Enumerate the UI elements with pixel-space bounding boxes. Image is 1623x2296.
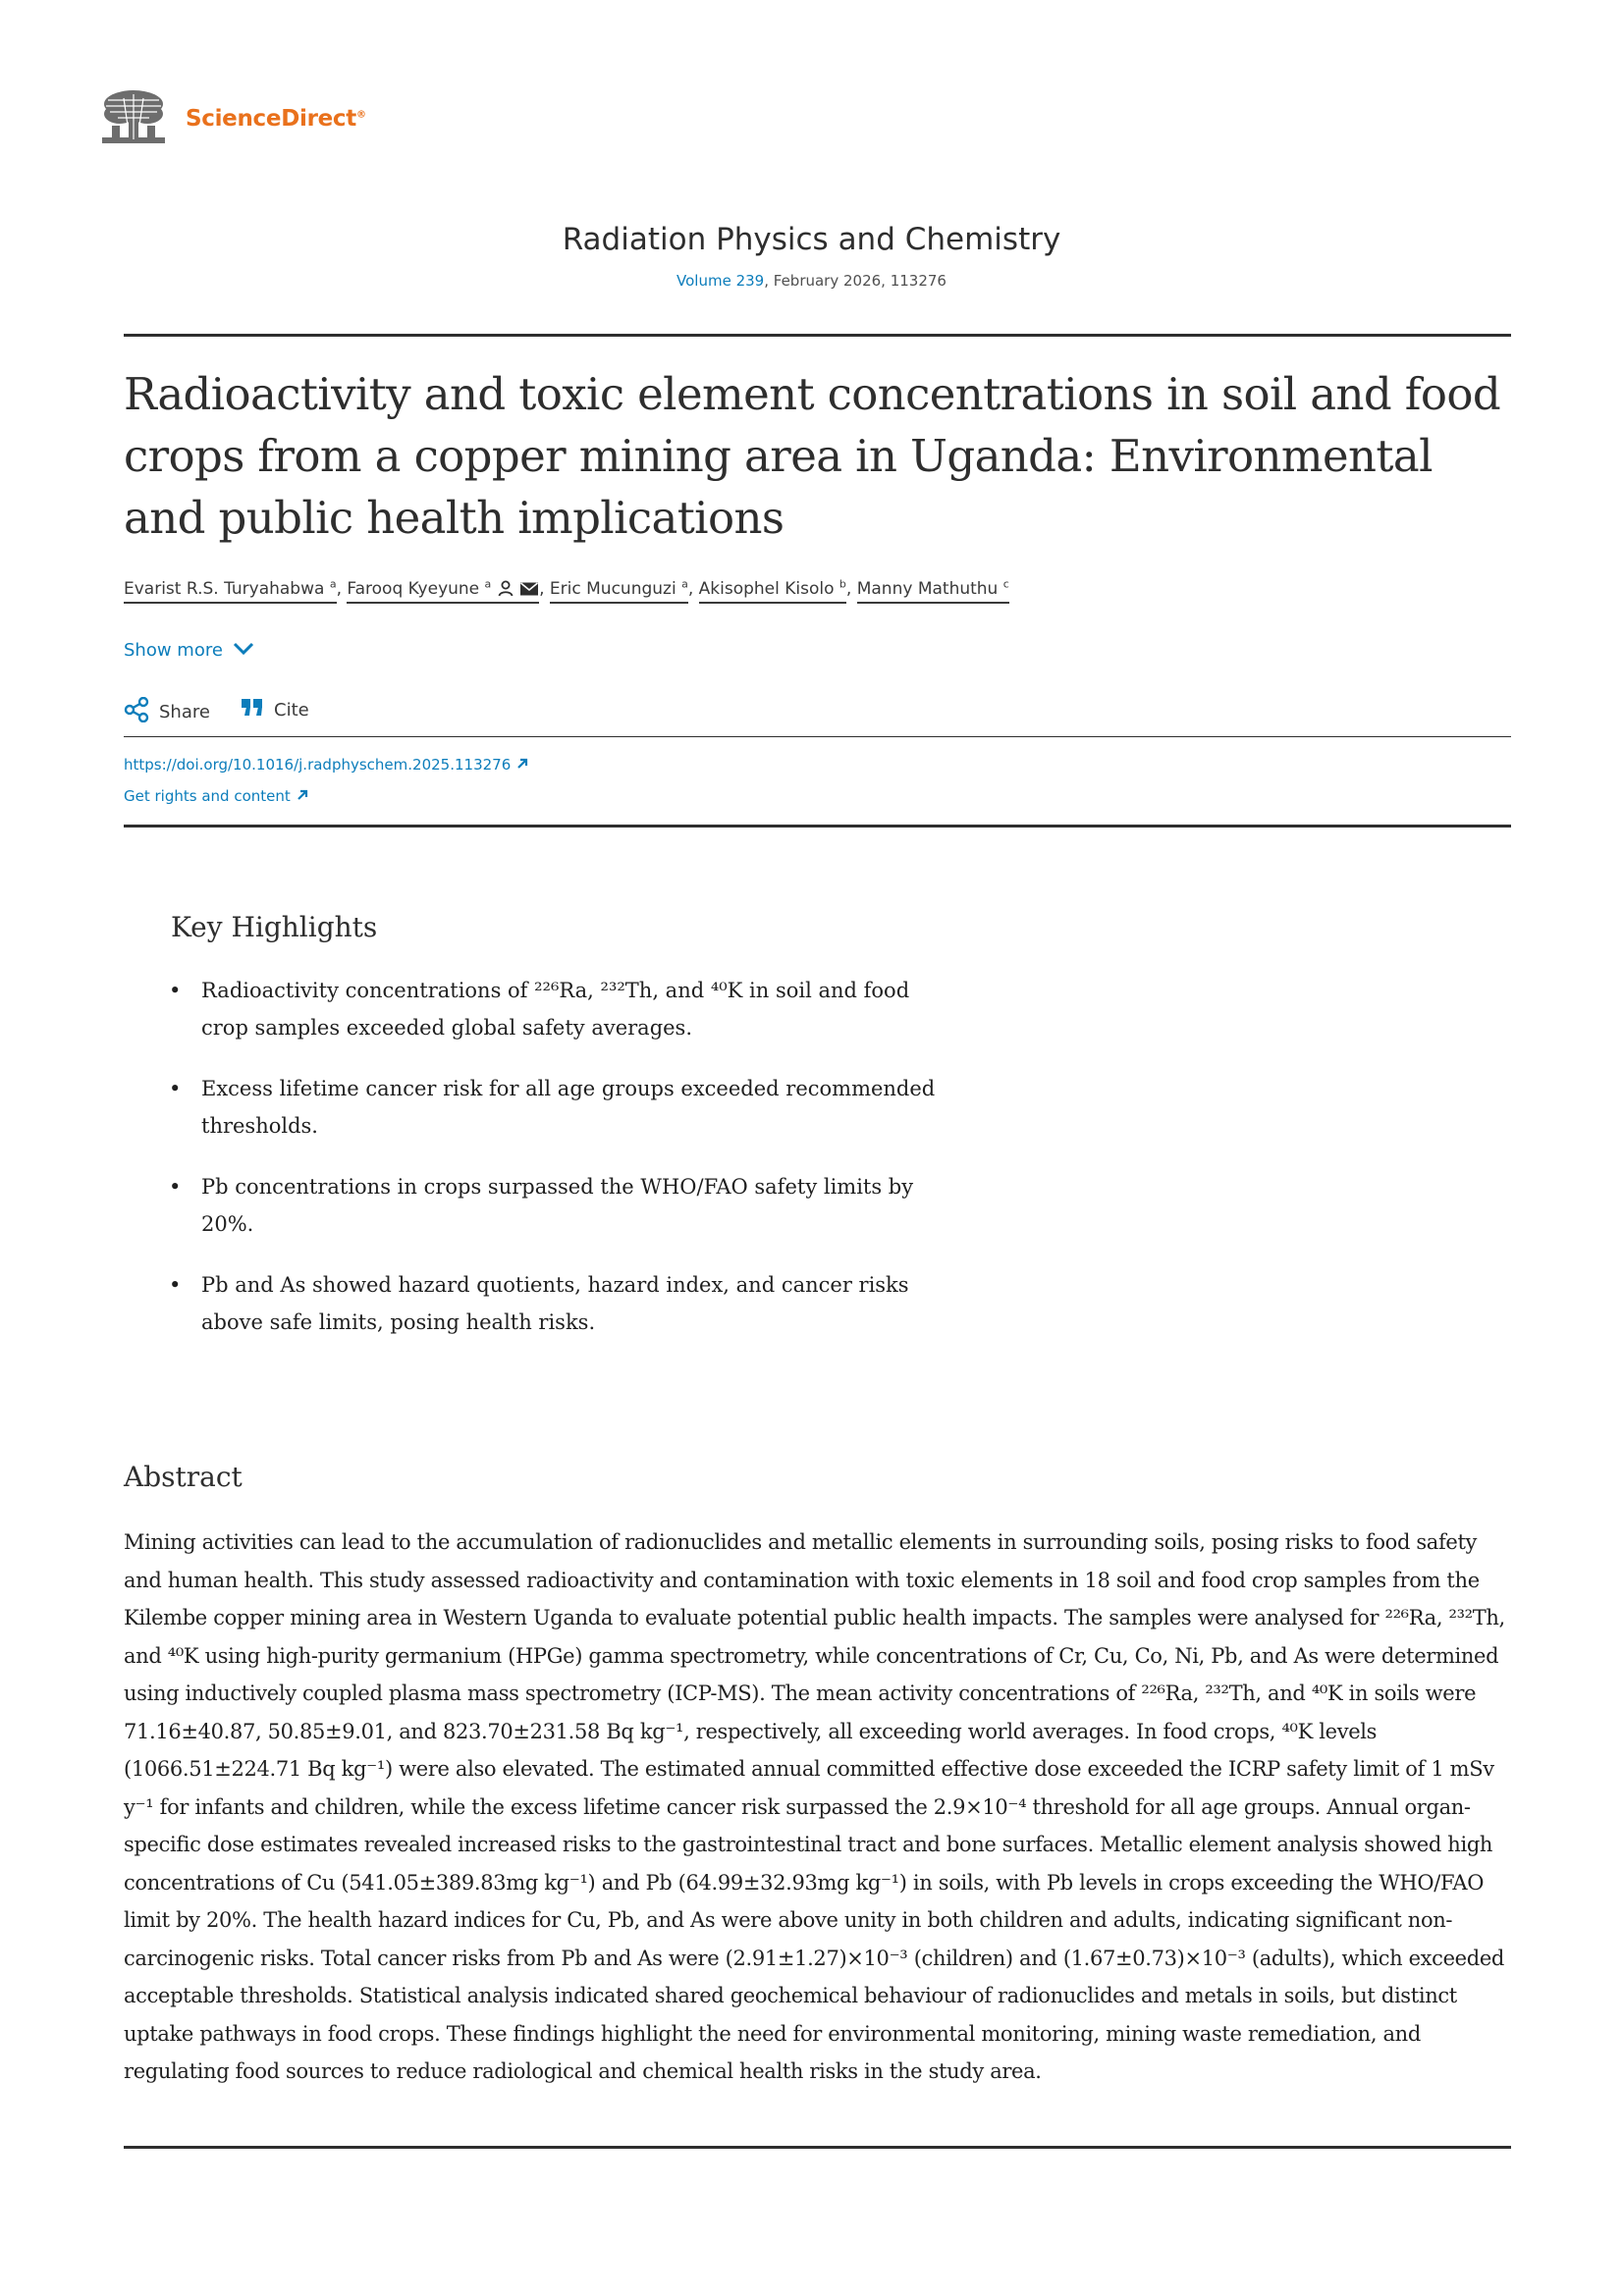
issue-details: , February 2026, 113276 bbox=[764, 272, 947, 290]
doi-link[interactable] bbox=[124, 756, 528, 774]
person-icon bbox=[497, 579, 514, 602]
highlight-item bbox=[167, 1168, 952, 1243]
section-divider bbox=[124, 825, 1511, 828]
author-separator: , bbox=[539, 579, 545, 599]
external-link-arrow-icon bbox=[297, 787, 308, 805]
author-link[interactable] bbox=[857, 579, 1009, 604]
brand-registered-mark: ® bbox=[355, 109, 366, 121]
chevron-down-icon bbox=[233, 640, 254, 661]
bullet: • bbox=[169, 1175, 182, 1199]
highlight-item bbox=[167, 1266, 952, 1341]
share-label: Share bbox=[159, 702, 210, 722]
bullet: • bbox=[169, 979, 182, 1002]
article-title: Radioactivity and toxic element concentrations in soil and food crops from a copper mining area in Uganda: Environmental and public health implications bbox=[124, 368, 1501, 544]
show-more-button[interactable] bbox=[124, 640, 254, 661]
author-link[interactable] bbox=[347, 579, 539, 604]
author-name: Manny Mathuthu bbox=[856, 579, 999, 599]
author-list bbox=[124, 579, 1009, 602]
affiliation-mark: a bbox=[484, 577, 492, 591]
share-button[interactable] bbox=[124, 697, 210, 727]
envelope-icon bbox=[519, 581, 539, 602]
elsevier-tree-icon[interactable] bbox=[98, 86, 169, 149]
author-name: Eric Mucunguzi bbox=[549, 579, 676, 599]
issue-info bbox=[0, 272, 1623, 290]
author-separator: , bbox=[336, 579, 342, 599]
affiliation-mark: b bbox=[839, 577, 846, 591]
author-name: Farooq Kyeyune bbox=[347, 579, 480, 599]
doi-text: https://doi.org/10.1016/j.radphyschem.2025.113276 bbox=[124, 756, 512, 774]
author-link[interactable] bbox=[550, 579, 688, 604]
toolbar-divider bbox=[124, 736, 1511, 737]
quote-icon bbox=[241, 697, 264, 723]
rights-link[interactable] bbox=[124, 787, 308, 805]
highlight-text: Excess lifetime cancer risk for all age groups exceeded recommended thresholds. bbox=[201, 1077, 936, 1138]
author-link[interactable] bbox=[124, 579, 337, 604]
volume-link[interactable]: Volume 239 bbox=[676, 272, 765, 290]
author-separator: , bbox=[845, 579, 852, 599]
affiliation-mark: a bbox=[681, 577, 688, 591]
show-more-label: Show more bbox=[124, 640, 223, 661]
highlight-text: Radioactivity concentrations of ²²⁶Ra, ²³²Th, and ⁴⁰K in soil and food crop samples exceeded global safety averages. bbox=[201, 979, 910, 1040]
footer-divider bbox=[124, 2146, 1511, 2149]
affiliation-mark: c bbox=[1002, 577, 1009, 591]
cite-button[interactable] bbox=[241, 697, 309, 723]
author-separator: , bbox=[687, 579, 694, 599]
highlights-list bbox=[167, 972, 952, 1364]
cite-label: Cite bbox=[274, 700, 309, 721]
bullet: • bbox=[169, 1273, 182, 1297]
share-icon bbox=[124, 697, 149, 727]
author-link[interactable] bbox=[699, 579, 846, 604]
rights-text: Get rights and content bbox=[124, 787, 291, 805]
journal-title[interactable]: Radiation Physics and Chemistry bbox=[562, 222, 1061, 257]
highlight-item bbox=[167, 1070, 952, 1145]
sciencedirect-logo[interactable] bbox=[186, 106, 366, 132]
header-divider bbox=[124, 334, 1511, 337]
author-name: Akisophel Kisolo bbox=[698, 579, 835, 599]
affiliation-mark: a bbox=[329, 577, 337, 591]
brand-name: ScienceDirect bbox=[186, 106, 356, 132]
external-link-arrow-icon bbox=[516, 756, 528, 774]
highlights-heading: Key Highlights bbox=[171, 911, 378, 943]
abstract-text: Mining activities can lead to the accumulation of radionuclides and metallic elements in surrounding soils, posing risks to food safety and human health. This study assessed radioactivity and contamination with toxic elements in 18 soil and food crop samples from the Kilembe copper mining area in Western Uganda to evaluate potential public health impacts. The samples were analysed for ²²⁶Ra, ²³²Th, and ⁴⁰K using high-purity germanium (HPGe) gamma spectrometry, while concentrations of Cr, Cu, Co, Ni, Pb, and As were determined using inductively coupled plasma mass spectrometry (ICP-MS). The mean activity concentrations of ²²⁶Ra, ²³²Th, and ⁴⁰K in soils were 71.16±40.87, 50.85±9.01, and 823.70±231.58 Bq kg⁻¹, respectively, all exceeding world averages. In food crops, ⁴⁰K levels (1066.51±224.71 Bq kg⁻¹) were also elevated. The estimated annual committed effective dose exceeded the ICRP safety limit of 1 mSv y⁻¹ for infants and children, while the excess lifetime cancer risk surpassed the 2.9×10⁻⁴ threshold for all age groups. Annual organ-specific dose estimates revealed increased risks to the gastrointestinal tract and bone surfaces. Metallic element analysis showed high concentrations of Cu (541.05±389.83mg kg⁻¹) and Pb (64.99±32.93mg kg⁻¹) in soils, with Pb levels in crops exceeding the WHO/FAO limit by 20%. The health hazard indices for Cu, Pb, and As were above unity in both children and adults, indicating significant non-carcinogenic risks. Total cancer risks from Pb and As were (2.91±1.27)×10⁻³ (children) and (1.67±0.73)×10⁻³ (adults), which exceeded acceptable thresholds. Statistical analysis indicated shared geochemical behaviour of radionuclides and metals in soils, but distinct uptake pathways in food crops. These findings highlight the need for environmental monitoring, mining waste remediation, and regulating food sources to reduce radiological and chemical health risks in the study area. bbox=[124, 1530, 1505, 2083]
bullet: • bbox=[169, 1077, 182, 1100]
highlight-item bbox=[167, 972, 952, 1046]
author-name: Evarist R.S. Turyahabwa bbox=[124, 579, 325, 599]
highlight-text: Pb and As showed hazard quotients, hazard index, and cancer risks above safe limits, posing health risks. bbox=[201, 1273, 909, 1334]
highlight-text: Pb concentrations in crops surpassed the WHO/FAO safety limits by 20%. bbox=[201, 1175, 914, 1236]
abstract-heading: Abstract bbox=[124, 1461, 243, 1493]
